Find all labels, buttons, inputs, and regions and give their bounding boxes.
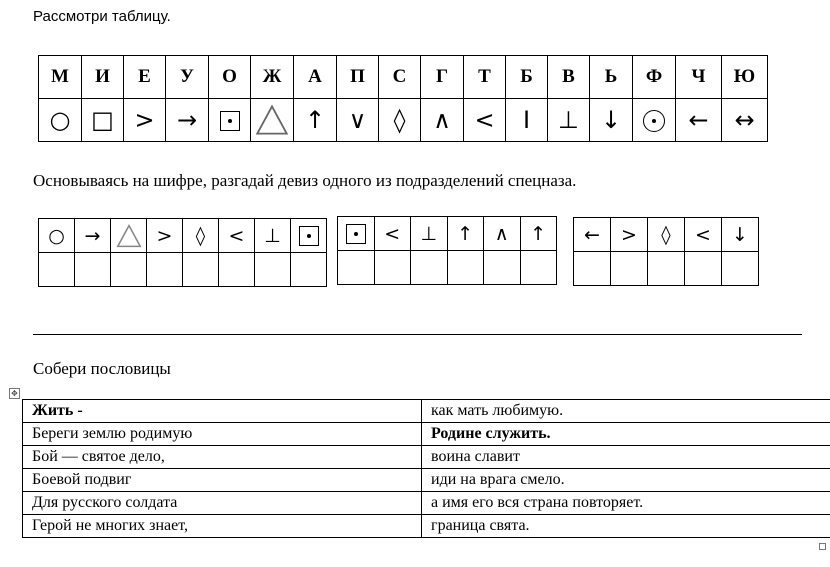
answer-cell[interactable] [574, 252, 611, 286]
answer-cell[interactable] [338, 251, 375, 285]
answer-cell[interactable] [111, 253, 147, 287]
answer-cell[interactable] [411, 251, 448, 285]
divider [33, 334, 802, 335]
proverb-row [23, 469, 830, 492]
answer-cell[interactable] [722, 252, 759, 286]
answer-cell[interactable] [648, 252, 685, 286]
answer-cell[interactable] [183, 253, 219, 287]
answer-cell[interactable] [520, 251, 557, 285]
less-than-icon: < [464, 99, 506, 142]
cipher-symbol-cell: ↑ [520, 217, 557, 251]
triangle-icon [251, 99, 294, 142]
proverb-start: Жить - [23, 400, 422, 423]
cipher-symbol-cell: ∧ [484, 217, 521, 251]
proverb-end: Родине служить. [422, 423, 830, 446]
proverb-row [23, 423, 830, 446]
cipher-symbol-cell [111, 219, 147, 253]
cipher-symbol-cell: → [75, 219, 111, 253]
proverb-end: а имя его вся страна повторяет. [422, 492, 830, 515]
proverb-row [23, 400, 830, 423]
circle-icon: ○ [39, 99, 82, 142]
square-icon: □ [82, 99, 124, 142]
right-arrow-icon: → [166, 99, 209, 142]
cipher-letter: П [337, 56, 379, 99]
answer-cell[interactable] [291, 253, 327, 287]
answer-cell[interactable] [685, 252, 722, 286]
answer-cell[interactable] [611, 252, 648, 286]
dotted-square-icon [346, 224, 366, 244]
dotted-square-icon [299, 226, 319, 246]
cipher-letter: М [39, 56, 82, 99]
proverb-start: Бой — святое дело, [23, 446, 422, 469]
cipher-symbol-cell: > [147, 219, 183, 253]
proverbs-table [22, 399, 830, 538]
cipher-letter: А [294, 56, 337, 99]
word-grid-1 [38, 218, 327, 287]
intro-text: Рассмотри таблицу. [33, 8, 171, 25]
cipher-symbol-cell: ⊥ [411, 217, 448, 251]
cipher-symbol-cell: < [219, 219, 255, 253]
proverb-row [23, 446, 830, 469]
cipher-symbol-cell: ◊ [183, 219, 219, 253]
cipher-letter: У [166, 56, 209, 99]
up-arrow-icon: ↑ [294, 99, 337, 142]
dotted-square-icon [220, 111, 240, 131]
cipher-symbol-cell: ↓ [722, 218, 759, 252]
cipher-letter: Ч [676, 56, 722, 99]
answer-cell[interactable] [255, 253, 291, 287]
left-arrow-icon: ← [676, 99, 722, 142]
cipher-letter: Ь [590, 56, 633, 99]
cipher-symbol-cell: > [611, 218, 648, 252]
proverb-end: как мать любимую. [422, 400, 830, 423]
proverb-start: Береги землю родимую [23, 423, 422, 446]
move-handle-icon[interactable]: ✥ [9, 388, 20, 399]
task-text: Основываясь на шифре, разгадай девиз одного из подразделений спецназа. [33, 171, 577, 190]
cipher-symbol-cell: ◊ [648, 218, 685, 252]
cipher-table [38, 55, 768, 142]
i-beam-icon: I [506, 99, 548, 142]
logical-and-icon: ∧ [421, 99, 464, 142]
cipher-symbol-cell [338, 217, 375, 251]
proverb-start: Боевой подвиг [23, 469, 422, 492]
cipher-letter: Т [464, 56, 506, 99]
answer-cell[interactable] [484, 251, 521, 285]
proverbs-title: Собери пословицы [33, 359, 171, 378]
resize-handle-icon[interactable] [819, 543, 826, 550]
answer-cell[interactable] [39, 253, 75, 287]
proverb-end: граница свята. [422, 515, 830, 538]
cipher-symbol-cell: ↑ [447, 217, 484, 251]
down-arrow-icon: ↓ [590, 99, 633, 142]
greater-than-icon: > [124, 99, 166, 142]
proverb-end: воина славит [422, 446, 830, 469]
cipher-letter: Г [421, 56, 464, 99]
cipher-letter: Ю [722, 56, 768, 99]
cipher-letter: Ж [251, 56, 294, 99]
cipher-letter: О [209, 56, 251, 99]
cipher-letter: С [379, 56, 421, 99]
cipher-symbol-cell: ⊥ [255, 219, 291, 253]
cipher-symbol-cell [291, 219, 327, 253]
left-right-arrow-icon: ↔ [722, 99, 768, 142]
proverb-row [23, 515, 830, 538]
logical-or-icon: ∨ [337, 99, 379, 142]
cipher-letter: И [82, 56, 124, 99]
diamond-icon: ◊ [379, 99, 421, 142]
proverb-row [23, 492, 830, 515]
cipher-symbol-cell: < [685, 218, 722, 252]
cipher-symbol-cell: < [374, 217, 411, 251]
cipher-symbol-cell: ← [574, 218, 611, 252]
cipher-letter: Е [124, 56, 166, 99]
proverb-start: Для русского солдата [23, 492, 422, 515]
proverb-end: иди на врага смело. [422, 469, 830, 492]
answer-cell[interactable] [374, 251, 411, 285]
cipher-letter: В [548, 56, 590, 99]
cipher-letter: Ф [633, 56, 676, 99]
word-grid-3 [573, 217, 759, 286]
dotted-square-icon [209, 99, 251, 142]
dotted-circle-icon [633, 99, 676, 142]
proverb-start: Герой не многих знает, [23, 515, 422, 538]
answer-cell[interactable] [447, 251, 484, 285]
answer-cell[interactable] [75, 253, 111, 287]
answer-cell[interactable] [147, 253, 183, 287]
cipher-symbol-cell: ○ [39, 219, 75, 253]
cipher-letter: Б [506, 56, 548, 99]
dotted-circle-icon [643, 110, 665, 132]
word-grid-2 [337, 216, 557, 285]
answer-cell[interactable] [219, 253, 255, 287]
up-tack-icon: ⊥ [548, 99, 590, 142]
